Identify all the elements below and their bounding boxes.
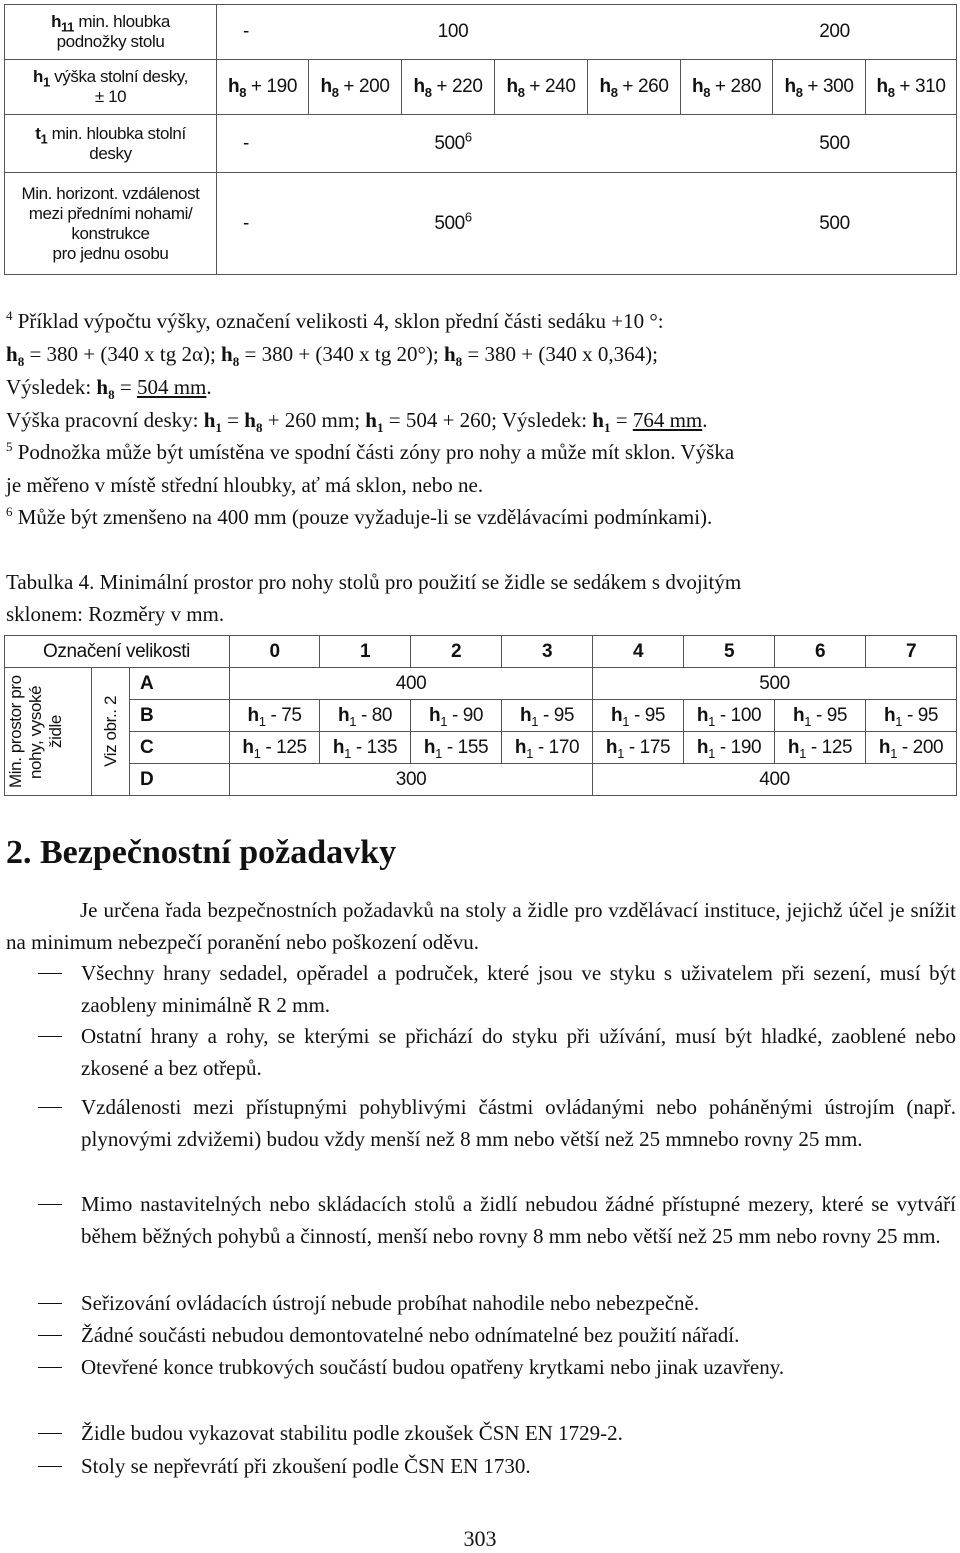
footnote-5-line1: $^5$ Podnožka může být umístěna ve spodní části zóny pro nohy a může mít sklon. Výška [6,439,735,464]
size-header: 1 [320,636,411,668]
ref-label: Viz obr.. 2 [92,668,130,796]
row-b-cell: $h_1 - 95$ [502,700,593,732]
row-b-cell: $h_1 - 75$ [230,700,320,732]
dimensions-table-continued [4,4,957,275]
size-header: 0 [230,636,320,668]
row-b-cell: $h_1 - 95$ [593,700,684,732]
row-b-cell: $h_1 - 95$ [775,700,866,732]
footnote-4-line3: Výsledek: $h_8 = 504$ mm. [6,375,212,403]
footnote-5-line2: je měřeno v místě střední hloubky, ať má sklon, nebo ne. [6,473,484,497]
row-footrest-values: - 100 200 [217,5,957,60]
footnote-4-line4: Výška pracovní desky: $h_1 = h_8 + 260$ mm; $h_1 = 504 + 260$; Výsledek: $h_1 = 764$ mm. [6,408,708,436]
desk-height-cell: $h_8 + 200$ [309,60,402,115]
footnote-4-line2: $h_8 = 380 + (340$ x tg 2α); $h_8 = 380 + (340$ x tg 20°); $h_8 = 380 + (340$ x 0,364); [6,342,658,370]
size-header: 2 [411,636,502,668]
row-c-cell: $h_1 - 200$ [866,732,957,764]
row-a-value: 400 [230,668,593,700]
footnote-6: $^6$ Může být zmenšeno na 400 mm (pouze vyžaduje-li se vzdělávacími podmínkami). [6,504,713,529]
section-intro: Je určena řada bezpečnostních požadavků na stoly a židle pro vzdělávací instituce, jejichž účel je snížit na minimum nebezpečí poranění nebo poškození oděvu. [6,898,956,954]
label-desk-depth: $t_1$ min. hloubka stolní desky [5,115,217,173]
row-c-cell: $h_1 - 155$ [411,732,502,764]
row-c-cell: $h_1 - 125$ [775,732,866,764]
row-b-cell: $h_1 - 90$ [411,700,502,732]
table4-caption-line1: Tabulka 4. Minimální prostor pro nohy stolů pro použití se židle se sedákem s dvojitým [6,570,742,594]
row-letter: D [130,764,230,796]
label-footrest-depth: $h_{11}$ min. hloubka podnožky stolu [5,5,217,60]
size-header: 4 [593,636,684,668]
row-c-cell: $h_1 - 175$ [593,732,684,764]
desk-height-cell: $h_8 + 220$ [402,60,495,115]
desk-height-cell: $h_8 + 240$ [495,60,588,115]
desk-height-cell: $h_8 + 310$ [866,60,957,115]
row-letter: B [130,700,230,732]
row-c-cell: $h_1 - 190$ [684,732,775,764]
row-letter: C [130,732,230,764]
table4-caption-line2: sklonem: Rozměry v mm. [6,602,225,626]
row-b-cell: $h_1 - 100$ [684,700,775,732]
size-header: 5 [684,636,775,668]
row-c-cell: $h_1 - 170$ [502,732,593,764]
desk-height-cell: $h_8 + 260$ [588,60,681,115]
row-b-cell: $h_1 - 80$ [320,700,411,732]
row-b-cell: $h_1 - 95$ [866,700,957,732]
section-title: 2. Bezpečnostní požadavky [6,834,397,871]
desk-height-cell: $h_8 + 190$ [217,60,309,115]
size-header-label: Označení velikosti [5,636,230,668]
row-letter: A [130,668,230,700]
row-desk-depth-values: - $500^6$ 500 [217,115,957,173]
label-desk-height: $h_1$ výška stolní desky, ± 10 [5,60,217,115]
footnote-4-line1: $^4$ Příklad výpočtu výšky, označení velikosti 4, sklon přední části sedáku +10 °: [6,308,664,333]
desk-height-cell: $h_8 + 300$ [773,60,866,115]
label-leg-distance: Min. horizont. vzdálenost mezi předními nohami/ konstrukce pro jednu osobu [5,173,217,275]
page-number: 303 [463,1526,497,1551]
side-label: Min. prostor pro nohy, vysoké židle [5,668,92,796]
row-leg-distance-values: - $500^6$ 500 [217,173,957,275]
row-c-cell: $h_1 - 125$ [230,732,320,764]
size-header: 3 [502,636,593,668]
row-c-cell: $h_1 - 135$ [320,732,411,764]
size-header: 7 [866,636,957,668]
row-d-value: 400 [593,764,957,796]
size-header: 6 [775,636,866,668]
legroom-table [4,635,957,796]
row-a-value: 500 [593,668,957,700]
desk-height-cell: $h_8 + 280$ [681,60,773,115]
row-d-value: 300 [230,764,593,796]
